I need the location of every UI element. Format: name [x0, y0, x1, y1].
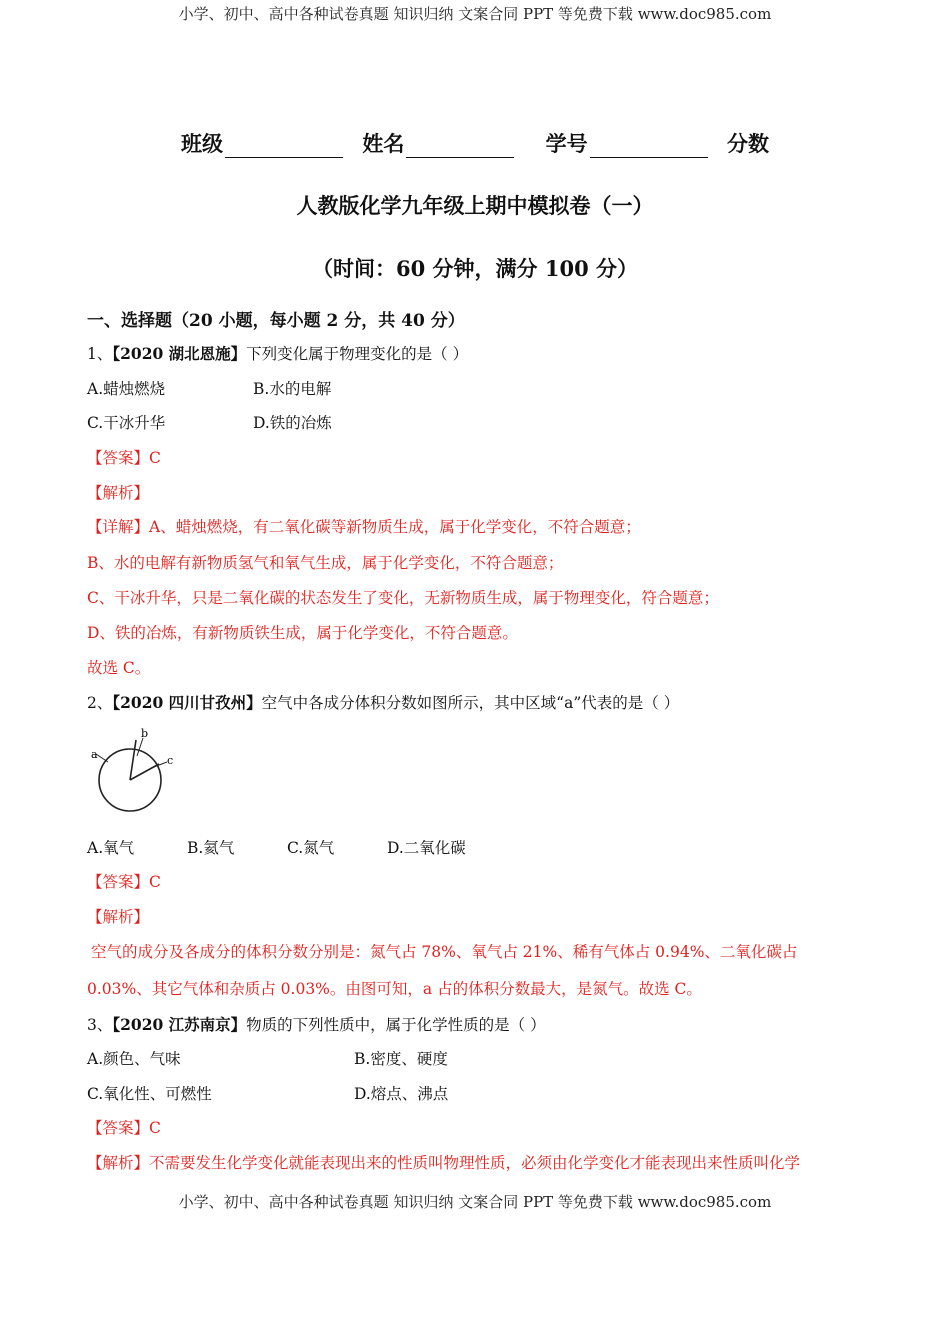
- q3-analysis-line: [87, 1151, 800, 1173]
- q2-source: 【2020 四川甘孜州】: [112, 693, 262, 712]
- diagram-label-b: b: [141, 728, 149, 740]
- answer-tag: 【答案】: [87, 449, 150, 467]
- q3-option-b: B.密度、硬度: [354, 1050, 448, 1068]
- q1-answer-value: C: [149, 449, 161, 467]
- name-label: 姓名: [362, 131, 405, 156]
- q1-option-a: A.蜡烛燃烧: [87, 380, 166, 398]
- q2-analysis-line-2: 0.03%、其它气体和杂质占 0.03%。由图可知，a 占的体积分数最大，是氮气。故选 C。: [87, 980, 702, 998]
- answer-tag: 【答案】: [87, 1119, 150, 1137]
- q1-detail-text-1: A、蜡烛燃烧，有二氧化碳等新物质生成，属于化学变化，不符合题意；: [149, 518, 641, 536]
- q2-option-d: D.二氧化碳: [387, 839, 466, 857]
- q3-option-a: A.颜色、气味: [87, 1050, 181, 1068]
- q2-option-b: B.氦气: [187, 839, 235, 857]
- q2-num: 2、: [87, 694, 113, 712]
- q2-answer-value: C: [149, 873, 161, 891]
- page-header: 小学、初中、高中各种试卷真题 知识归纳 文案合同 PPT 等免费下载 www.doc985.com: [178, 5, 772, 23]
- page-footer: 小学、初中、高中各种试卷真题 知识归纳 文案合同 PPT 等免费下载 www.doc985.com: [178, 1193, 772, 1211]
- id-blank[interactable]: [590, 137, 708, 158]
- q2-analysis-line-1: 空气的成分及各成分的体积分数分别是：氮气占 78%、氧气占 21%、稀有气体占 0.94%、二氧化碳占: [91, 943, 798, 961]
- q1-detail-line-4: D、铁的冶炼，有新物质铁生成，属于化学变化，不符合题意。: [87, 624, 518, 642]
- q1-option-b: B.水的电解: [253, 380, 332, 398]
- q2-answer: [87, 870, 161, 892]
- page-title: 人教版化学九年级上期中模拟卷（一）: [296, 193, 654, 218]
- q3-num: 3、: [87, 1016, 113, 1034]
- class-blank[interactable]: [225, 137, 343, 158]
- q1-analysis-tag: 【解析】: [87, 484, 150, 502]
- score-label: 分数: [726, 131, 769, 156]
- q2-option-c: C.氮气: [287, 839, 335, 857]
- q1-answer: [87, 446, 161, 468]
- q1-detail-tag: 【详解】: [87, 518, 150, 536]
- q1-detail-line-3: C、干冰升华，只是二氧化碳的状态发生了变化，无新物质生成，属于物理变化，符合题意；: [87, 589, 719, 607]
- q3-source: 【2020 江苏南京】: [112, 1015, 247, 1034]
- q1-stem: [87, 342, 468, 364]
- diagram-label-a: a: [91, 748, 98, 761]
- section-heading: 一、选择题（20 小题，每小题 2 分，共 40 分）: [87, 311, 465, 331]
- q2-text: 空气中各成分体积分数如图所示，其中区域“a”代表的是（ ）: [261, 694, 680, 712]
- q3-analysis-tag: 【解析】: [87, 1154, 150, 1172]
- q1-option-d: D.铁的冶炼: [253, 414, 332, 432]
- name-blank[interactable]: [406, 137, 514, 158]
- page-subtitle: （时间：60 分钟，满分 100 分）: [312, 256, 638, 281]
- q1-text: 下列变化属于物理变化的是（ ）: [246, 345, 469, 363]
- q1-conclusion: 故选 C。: [87, 659, 151, 677]
- id-label: 学号: [545, 131, 588, 156]
- q3-answer: [87, 1116, 161, 1138]
- student-info-row: [0, 128, 950, 158]
- answer-tag: 【答案】: [87, 873, 150, 891]
- q2-option-a: A.氧气: [87, 839, 135, 857]
- q3-text: 物质的下列性质中，属于化学性质的是（ ）: [246, 1016, 546, 1034]
- diagram-label-c: c: [167, 754, 174, 767]
- q3-option-c: C.氧化性、可燃性: [87, 1085, 212, 1103]
- q1-detail-line-1: [87, 515, 641, 537]
- q3-analysis-text: 不需要发生化学变化就能表现出来的性质叫物理性质，必须由化学变化才能表现出来性质叫化学: [149, 1154, 801, 1172]
- class-label: 班级: [181, 131, 224, 156]
- q3-answer-value: C: [149, 1119, 161, 1137]
- q2-stem: [87, 691, 679, 713]
- q1-detail-line-2: B、水的电解有新物质氢气和氧气生成，属于化学变化，不符合题意；: [87, 554, 564, 572]
- q1-source: 【2020 湖北恩施】: [112, 344, 247, 363]
- q1-num: 1、: [87, 345, 113, 363]
- q1-option-c: C.干冰升华: [87, 414, 166, 432]
- q3-stem: [87, 1013, 546, 1035]
- q3-option-d: D.熔点、沸点: [354, 1085, 449, 1103]
- q2-analysis-tag: 【解析】: [87, 908, 150, 926]
- air-composition-pie-diagram: [88, 728, 178, 818]
